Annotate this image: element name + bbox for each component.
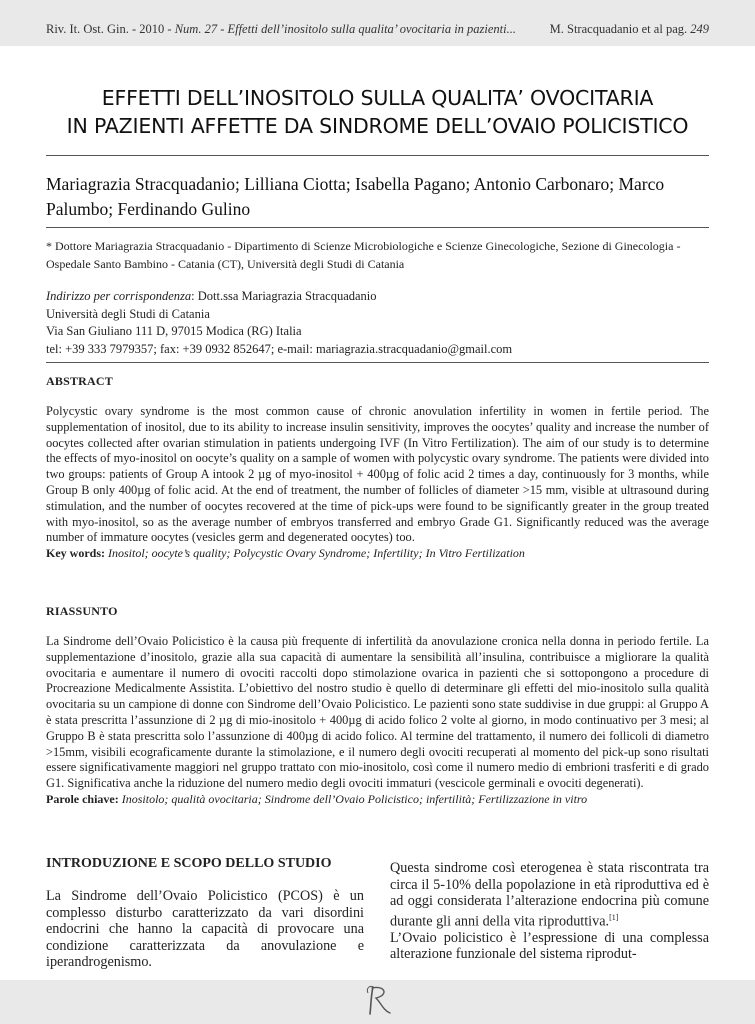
correspondence-contacts: tel: +39 333 7979357; fax: +39 0932 852647; e-mail: mariagrazia.stracquadanio@gmail.com (46, 341, 513, 356)
riassunto-keywords (46, 792, 709, 808)
abstract-body (46, 404, 709, 562)
riassunto-heading: RIASSUNTO (46, 604, 118, 618)
article-title (46, 84, 709, 140)
intro-right-text-1: Questa sindrome così eterogenea è stata riscontrata tra circa il 5-10% della popolazione in età riproduttiva ed è ad oggi considerata l’alterazione endocrina più comune durante gli anni della vita riproduttiva. (390, 860, 709, 930)
riassunto-body (46, 634, 709, 808)
abstract-text: Polycystic ovary syndrome is the most common cause of chronic anovulation infertility in women in fertile period. The supplementation of inositol, due to its ability to increase insulin sensitivity, improves the oocytes’ quality and increase the number of oocytes collected after ovarian stimulation in patients undergoing IVF (In Vitro Fertilization). The aim of our study is to determine the effects of myo-inositol on oocyte’s quality on a sample of women with polycystic ovary syndrome. The patients were divided into two groups: patients of Group A intook 2 µg of myo-inositol + 400µg of folic acid 2 times a day, continuously for 3 months, while Group B only 400µg of folic acid. At the end of treatment, the number of follicles of diameter >15 mm, visible at ultrasound during stimulation, and the number of oocytes recovered at the time of pick-ups were found to be significantly greater in the group treated with myo-inositol, so as the average number of embryos transferred and embryo Grade G1. Significantly reduced was the average number of immature oocytes (vesicles germ and degenerated oocytes) too. (46, 404, 709, 545)
correspondence-block (46, 288, 709, 358)
journal-citation: Riv. It. Ost. Gin. - 2010 - (46, 22, 172, 36)
abstract-keywords (46, 546, 709, 562)
divider (46, 362, 709, 363)
intro-left-column (46, 856, 364, 971)
author-list: Mariagrazia Stracquadanio; Lilliana Ciotta; Isabella Pagano; Antonio Carbonaro; Marco Palumbo; Ferdinando Gulino (46, 174, 665, 219)
running-header-right (550, 22, 709, 37)
journal-logo-icon (365, 983, 393, 1017)
keywords-label: Key words: (46, 546, 105, 561)
divider (46, 155, 709, 156)
running-header-left (46, 22, 516, 37)
intro-heading: INTRODUZIONE E SCOPO DELLO STUDIO (46, 856, 332, 871)
riassunto-text: La Sindrome dell’Ovaio Policistico è la causa più frequente di infertilità da anovulazione cronica nella donna in periodo fertile. La supplementazione d’inositolo, grazie alla sua capacità di aumentare la sensibilità all’insulina, contribuisce a migliorare la qualità ovocitaria e aumentare il numero di ovociti raccolti dopo stimolazione ovarica in pazienti che si sottopongono a procedure di Procreazione Medicalmente Assistita. L’obiettivo del nostro studio è quello di determinare gli effetti del mio-inositolo sulla qualità ovocitaria su un campione di donne con Sindrome dell’Ovaio Policistico. Le pazienti sono state suddivise in due gruppi: al Gruppo A è stata prescritta l’assunzione di 2 µg di mio-inositolo + 400µg di acido folico 2 volte al giorno, in modo continuativo per 3 mesi; al Gruppo B è stata prescritta solo l’assunzione di 400µg di acido folico. Al termine del trattamento, il numero dei follicoli di diametro >15mm, visibili ecograficamente durante la stimolazione, e il numero degli ovociti recuperati al momento del pick-up sono risultati essere significativamente maggiori nel gruppo trattato con mio-inositolo, così come il numero medio di embrioni trasferiti e di grado G1. Significativa anche la riduzione del numero medio degli ovociti immaturi (vescicole germinali e ovociti degenerati). (46, 634, 709, 791)
intro-right-text-2: L’Ovaio policistico è l’espressione di una complessa alterazione funzionale del sistema riprodut- (390, 929, 709, 963)
affiliation: * Dottore Mariagrazia Stracquadanio - Dipartimento di Scienze Microbiologiche e Scienze Ginecologiche, Sezione di Ginecologia - Ospedale Santo Bambino - Catania (CT), Università degli Studi di Catania (46, 239, 681, 271)
abstract-heading: ABSTRACT (46, 374, 113, 388)
parole-chiave-label: Parole chiave: (46, 791, 119, 806)
issue-title: Num. 27 - Effetti dell’inositolo sulla qualita’ ovocitaria in pazienti... (174, 22, 517, 36)
title-line-2: IN PAZIENTI AFFETTE DA SINDROME DELL’OVAIO POLICISTICO (66, 114, 689, 138)
intro-right-paragraph (390, 860, 709, 930)
correspondence-university: Università degli Studi di Catania (46, 306, 210, 321)
intro-right-column (390, 860, 709, 963)
divider (46, 227, 709, 228)
page-number: 249 (690, 22, 709, 36)
title-line-1: EFFETTI DELL’INOSITOLO SULLA QUALITA’ OVOCITARIA (101, 86, 654, 110)
correspondence-address: Via San Giuliano 111 D, 97015 Modica (RG) Italia (46, 324, 302, 338)
intro-left-text: La Sindrome dell’Ovaio Policistico (PCOS) è un complesso disturbo caratterizzato da vari disordini endocrini che hanno la capacità di provocare una condizione caratterizzata da anovulazione e iperandrogenismo. (46, 888, 364, 970)
parole-chiave-list: Inositolo; qualità ovocitaria; Sindrome dell’Ovaio Policistico; infertilità; Fertilizzazione in vitro (118, 791, 588, 806)
correspondence-name: : Dott.ssa Mariagrazia Stracquadanio (191, 289, 377, 303)
correspondence-label: Indirizzo per corrispondenza (46, 289, 192, 303)
header-authors: M. Stracquadanio et al (549, 22, 663, 36)
keywords-list: Inositol; oocyte’s quality; Polycystic Ovary Syndrome; Infertility; In Vitro Fertilization (105, 546, 525, 561)
reference-marker: [1] (609, 912, 619, 922)
page-label: pag. (665, 22, 688, 36)
